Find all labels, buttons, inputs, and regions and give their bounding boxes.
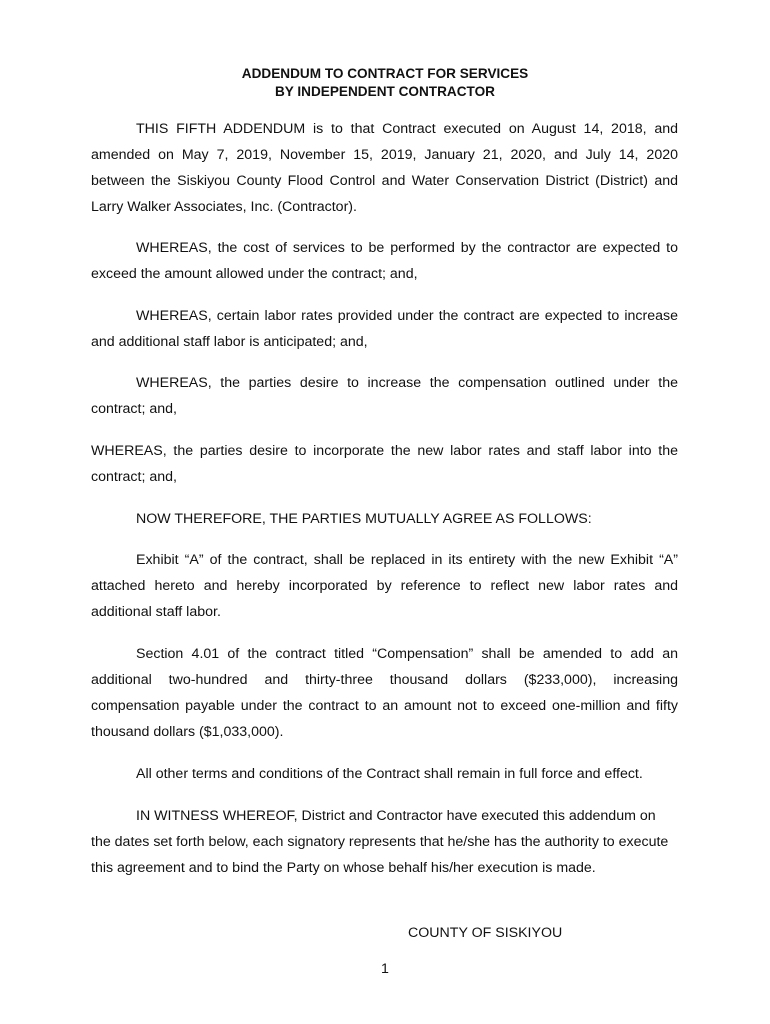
paragraph-in-witness: IN WITNESS WHEREOF, District and Contractor have executed this addendum on the dates set forth below, each signatory represents that he/she has the authority to execute this agreement and to bind the Party on whose behalf his/her execution is made. xyxy=(91,808,669,876)
paragraph-other-terms: All other terms and conditions of the Contract shall remain in full force and effect. xyxy=(136,766,643,782)
paragraph-whereas-incorporate: WHEREAS, the parties desire to incorporate the new labor rates and staff labor into the contract; and, xyxy=(91,443,678,485)
document-title-line-2: BY INDEPENDENT CONTRACTOR xyxy=(274,84,496,99)
document-title-line-1: ADDENDUM TO CONTRACT FOR SERVICES xyxy=(241,66,529,81)
page-number: 1 xyxy=(381,961,389,977)
signature-heading: COUNTY OF SISKIYOU xyxy=(408,925,563,941)
paragraph-whereas-labor-rates: WHEREAS, certain labor rates provided under the contract are expected to increase and additional staff labor is anticipated; and, xyxy=(91,308,678,350)
paragraph-whereas-compensation: WHEREAS, the parties desire to increase the compensation outlined under the contract; and, xyxy=(91,375,678,417)
paragraph-whereas-cost: WHEREAS, the cost of services to be performed by the contractor are expected to exceed the amount allowed under the contract; and, xyxy=(91,240,678,282)
paragraph-exhibit-a: Exhibit “A” of the contract, shall be replaced in its entirety with the new Exhibit “A” attached hereto and hereby incorporated by reference to reflect new labor rates and additional staff labor. xyxy=(91,552,678,620)
paragraph-section-4-01: Section 4.01 of the contract titled “Compensation” shall be amended to add an additional two-hundred and thirty-three thousand dollars ($233,000), increasing compensation payable under the contract to an amount not to exceed one-million and fifty thousand dollars ($1,033,000). xyxy=(91,646,678,740)
paragraph-now-therefore: NOW THEREFORE, THE PARTIES MUTUALLY AGREE AS FOLLOWS: xyxy=(136,511,592,527)
paragraph-fifth-addendum: THIS FIFTH ADDENDUM is to that Contract executed on August 14, 2018, and amended on May 7, 2019, November 15, 2019, January 21, 2020, and July 14, 2020 between the Siskiyou County Flood Control and Water Conservation District (District) and Larry Walker Associates, Inc. (Contractor). xyxy=(91,121,678,215)
